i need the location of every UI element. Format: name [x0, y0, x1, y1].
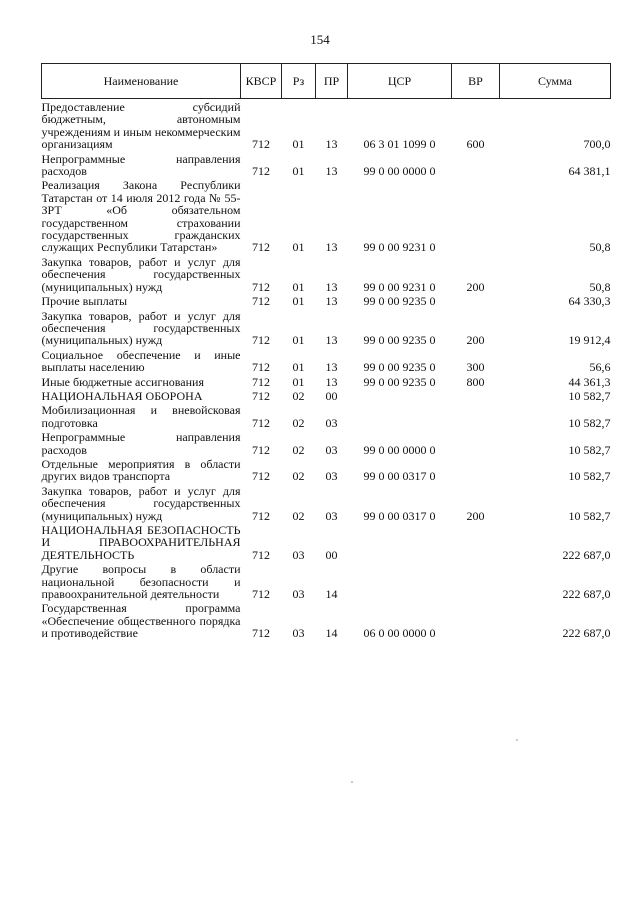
- row-sum: 56,6: [589, 360, 611, 375]
- row-rz: 03: [292, 547, 305, 562]
- row-name: Реализация Закона Республики Татарстан от 14 июля 2012 года № 55-ЗРТ «Об обязательном государственном страховании государственных гражданских служащих Республики Татарстан»: [41, 178, 241, 255]
- row-sum: 50,8: [589, 279, 611, 294]
- row-vr: [452, 561, 500, 600]
- row-pr: 00: [325, 388, 338, 403]
- table-row: [42, 308, 611, 347]
- row-csr: 99 0 00 0317 0: [363, 508, 436, 523]
- row-sum: 64 330,3: [568, 294, 611, 309]
- row-vr: [452, 177, 500, 253]
- row-rz: 01: [292, 240, 305, 255]
- row-vr: 200: [466, 508, 485, 523]
- budget-table: [41, 63, 611, 640]
- row-pr: 03: [325, 442, 338, 457]
- scan-speck: [516, 739, 518, 741]
- row-rz: 01: [292, 137, 305, 152]
- row-name: Закупка товаров, работ и услуг для обеспечения государственных (муниципальных) нужд: [41, 308, 241, 348]
- row-pr: 13: [325, 374, 338, 389]
- row-pr: 03: [325, 508, 338, 523]
- row-kvsr: 712: [252, 294, 270, 309]
- row-sum: 19 912,4: [568, 333, 611, 348]
- row-name: Непрограммные направления расходов: [41, 151, 241, 179]
- row-vr: 200: [466, 333, 485, 348]
- row-kvsr: 712: [252, 442, 270, 457]
- row-name: Государственная программа «Обеспечение общественного порядка и противодействие: [41, 601, 241, 641]
- row-csr: 99 0 00 9231 0: [363, 279, 436, 294]
- row-pr: 13: [325, 294, 338, 309]
- row-sum: 222 687,0: [562, 587, 611, 602]
- row-pr: 13: [325, 137, 338, 152]
- table-row: [42, 600, 611, 639]
- row-kvsr: 712: [252, 240, 270, 255]
- row-csr: 06 3 01 1099 0: [363, 137, 436, 152]
- row-kvsr: 712: [252, 469, 270, 484]
- row-pr: 13: [325, 240, 338, 255]
- row-pr: 14: [325, 587, 338, 602]
- row-vr: 300: [466, 360, 485, 375]
- row-vr: [452, 388, 500, 402]
- row-csr: 99 0 00 9235 0: [363, 374, 436, 389]
- row-name: Другие вопросы в области национальной безопасности и правоохранительной деятельности: [41, 562, 241, 602]
- row-sum: 10 582,7: [568, 388, 611, 403]
- row-rz: 02: [292, 469, 305, 484]
- table-row: [42, 429, 611, 456]
- column-header-csr: ЦСР: [348, 64, 452, 99]
- row-rz: 02: [292, 415, 305, 430]
- row-sum: 64 381,1: [568, 164, 611, 179]
- row-vr: 800: [466, 374, 485, 389]
- row-name: Закупка товаров, работ и услуг для обеспечения государственных (муниципальных) нужд: [41, 483, 241, 523]
- row-name: Предоставление субсидий бюджетным, автономным учреждениям и иным некоммерческим организациям: [41, 100, 241, 152]
- column-header-rz: Рз: [282, 64, 316, 99]
- row-pr: 13: [325, 333, 338, 348]
- column-header-kvsr: КВСР: [241, 64, 282, 99]
- row-rz: 01: [292, 374, 305, 389]
- row-rz: 03: [292, 626, 305, 641]
- row-pr: 13: [325, 164, 338, 179]
- row-sum: 10 582,7: [568, 469, 611, 484]
- row-vr: 200: [466, 279, 485, 294]
- row-csr: [348, 402, 452, 429]
- column-header-name: Наименование: [42, 64, 241, 99]
- table-row: [42, 402, 611, 429]
- row-name: НАЦИОНАЛЬНАЯ БЕЗОПАСНОСТЬ И ПРАВООХРАНИТЕЛЬНАЯ ДЕЯТЕЛЬНОСТЬ: [41, 523, 241, 562]
- row-csr: [348, 561, 452, 600]
- table-header-row: [42, 64, 611, 99]
- row-rz: 01: [292, 279, 305, 294]
- row-kvsr: 712: [252, 279, 270, 294]
- row-csr: 99 0 00 0000 0: [363, 164, 436, 179]
- row-vr: 600: [466, 137, 485, 152]
- row-csr: 99 0 00 9235 0: [363, 360, 436, 375]
- row-vr: [452, 600, 500, 639]
- table-row: [42, 561, 611, 600]
- row-sum: 10 582,7: [568, 442, 611, 457]
- row-rz: 01: [292, 164, 305, 179]
- row-kvsr: 712: [252, 626, 270, 641]
- row-pr: 03: [325, 415, 338, 430]
- table-body: [42, 99, 611, 640]
- row-kvsr: 712: [252, 360, 270, 375]
- row-csr: 06 0 00 0000 0: [363, 626, 436, 641]
- row-csr: 99 0 00 0317 0: [363, 469, 436, 484]
- row-name: Иные бюджетные ассигнования: [41, 374, 204, 389]
- row-rz: 02: [292, 442, 305, 457]
- page-number: 154: [310, 32, 330, 47]
- row-vr: [452, 429, 500, 456]
- row-vr: [452, 402, 500, 429]
- row-pr: 14: [325, 626, 338, 641]
- row-name: Прочие выплаты: [41, 294, 128, 309]
- row-rz: 01: [292, 294, 305, 309]
- row-kvsr: 712: [252, 333, 270, 348]
- row-name: Отдельные мероприятия в области других видов транспорта: [41, 456, 241, 484]
- row-sum: 222 687,0: [562, 626, 611, 641]
- row-name: НАЦИОНАЛЬНАЯ ОБОРОНА: [41, 388, 203, 403]
- row-sum: 44 361,3: [568, 374, 611, 389]
- row-kvsr: 712: [252, 508, 270, 523]
- column-header-pr: ПР: [316, 64, 348, 99]
- row-kvsr: 712: [252, 587, 270, 602]
- row-csr: [348, 388, 452, 402]
- row-rz: 02: [292, 508, 305, 523]
- row-rz: 03: [292, 587, 305, 602]
- row-csr: [348, 522, 452, 561]
- row-kvsr: 712: [252, 547, 270, 562]
- row-vr: [452, 522, 500, 561]
- row-rz: 01: [292, 333, 305, 348]
- row-kvsr: 712: [252, 388, 270, 403]
- table-row: [42, 254, 611, 293]
- row-kvsr: 712: [252, 374, 270, 389]
- row-name: Непрограммные направления расходов: [41, 430, 241, 457]
- row-pr: 13: [325, 360, 338, 375]
- table-row: [42, 374, 611, 388]
- table-row: [42, 388, 611, 402]
- table-row: [42, 483, 611, 522]
- row-kvsr: 712: [252, 137, 270, 152]
- column-header-vr: ВР: [452, 64, 500, 99]
- row-sum: 10 582,7: [568, 415, 611, 430]
- row-sum: 10 582,7: [568, 508, 611, 523]
- row-pr: 03: [325, 469, 338, 484]
- row-csr: 99 0 00 0000 0: [363, 442, 436, 457]
- row-pr: 00: [325, 547, 338, 562]
- table-row: [42, 522, 611, 561]
- table-row: [42, 456, 611, 483]
- row-vr: [452, 456, 500, 483]
- row-csr: 99 0 00 9235 0: [363, 294, 436, 309]
- table-row: [42, 151, 611, 178]
- row-vr: [452, 151, 500, 178]
- row-sum: 700,0: [583, 137, 611, 152]
- row-vr: [452, 293, 500, 307]
- table-row: [42, 347, 611, 374]
- row-kvsr: 712: [252, 164, 270, 179]
- row-name: Мобилизационная и вневойсковая подготовка: [41, 403, 241, 430]
- row-csr: 99 0 00 9235 0: [363, 333, 436, 348]
- table-row: [42, 293, 611, 307]
- column-header-sum: Сумма: [500, 64, 611, 99]
- row-kvsr: 712: [252, 415, 270, 430]
- row-name: Закупка товаров, работ и услуг для обеспечения государственных (муниципальных) нужд: [41, 254, 241, 294]
- table-row: [42, 177, 611, 253]
- scan-speck: [351, 781, 353, 783]
- row-rz: 02: [292, 388, 305, 403]
- row-pr: 13: [325, 279, 338, 294]
- row-rz: 01: [292, 360, 305, 375]
- row-sum: 222 687,0: [562, 547, 611, 562]
- row-csr: 99 0 00 9231 0: [363, 240, 436, 255]
- table-row: [42, 99, 611, 151]
- row-name: Социальное обеспечение и иные выплаты населению: [41, 347, 241, 375]
- row-sum: 50,8: [589, 240, 611, 255]
